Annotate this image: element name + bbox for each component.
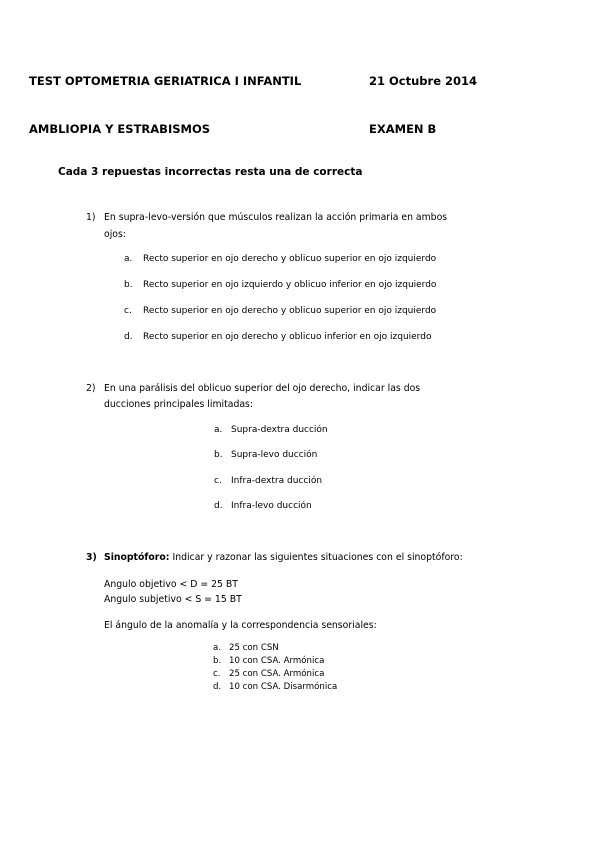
- option-text: 10 con CSA. Disarmónica: [229, 682, 338, 692]
- option-letter: a.: [214, 425, 223, 435]
- question-number: 2): [86, 383, 96, 394]
- answer-option-d: [214, 501, 312, 511]
- option-letter: a.: [213, 643, 221, 653]
- option-text: Recto superior en ojo derecho y oblicuo inferior en ojo izquierdo: [143, 332, 432, 342]
- answer-option-b: [213, 656, 324, 666]
- answer-option-b: [124, 280, 436, 290]
- question-text-line2: ojos:: [104, 229, 126, 240]
- exam-subject: AMBLIOPIA Y ESTRABISMOS: [29, 122, 211, 136]
- option-text: Recto superior en ojo derecho y oblicuo superior en ojo izquierdo: [143, 254, 437, 264]
- question-text-line1: En una parálisis del oblicuo superior del ojo derecho, indicar las dos: [104, 383, 421, 394]
- option-letter: d.: [213, 682, 222, 692]
- answer-option-a: [214, 425, 328, 435]
- option-letter: b.: [213, 656, 222, 666]
- option-text: Recto superior en ojo izquierdo y oblicuo inferior en ojo izquierdo: [143, 280, 437, 290]
- question-number: 3): [86, 552, 97, 563]
- option-letter: d.: [214, 501, 223, 511]
- option-letter: b.: [124, 280, 133, 290]
- option-text: 25 con CSA. Armónica: [229, 669, 325, 679]
- option-letter: b.: [214, 450, 223, 460]
- exam-date: 21 Octubre 2014: [369, 74, 477, 88]
- answer-option-a: [124, 254, 436, 264]
- option-text: Infra-dextra ducción: [231, 476, 323, 486]
- option-letter: a.: [124, 254, 133, 264]
- question-text: Indicar y razonar las siguientes situaciones con el sinoptóforo:: [172, 552, 463, 563]
- answer-option-a: [213, 643, 279, 653]
- question-text-line1: [104, 552, 463, 563]
- scoring-instructions: Cada 3 repuestas incorrectas resta una de correcta: [58, 166, 363, 178]
- answer-option-c: [214, 476, 322, 486]
- option-letter: c.: [124, 306, 132, 316]
- option-letter: d.: [124, 332, 133, 342]
- option-letter: c.: [213, 669, 221, 679]
- question-number: 1): [86, 212, 96, 223]
- exam-version: EXAMEN B: [369, 122, 437, 136]
- exam-title: TEST OPTOMETRIA GERIATRICA I INFANTIL: [29, 74, 302, 88]
- answer-option-d: [213, 682, 337, 692]
- subjective-angle: Angulo subjetivo < S = 15 BT: [104, 594, 242, 605]
- answer-option-c: [124, 306, 436, 316]
- question-text-line1: En supra-levo-versión que músculos realizan la acción primaria en ambos: [104, 212, 448, 223]
- option-text: Supra-dextra ducción: [231, 425, 328, 435]
- option-text: Recto superior en ojo derecho y oblicuo superior en ojo izquierdo: [143, 306, 437, 316]
- answer-option-c: [213, 669, 324, 679]
- option-text: Infra-levo ducción: [231, 501, 312, 511]
- question-text-line2: ducciones principales limitadas:: [104, 399, 254, 410]
- objective-angle: Angulo objetivo < D = 25 BT: [104, 579, 238, 590]
- answer-option-b: [214, 450, 317, 460]
- option-text: 10 con CSA. Armónica: [229, 656, 325, 666]
- option-text: Supra-levo ducción: [231, 450, 318, 460]
- question-title: Sinoptóforo:: [104, 552, 170, 563]
- option-letter: c.: [214, 476, 222, 486]
- option-text: 25 con CSN: [229, 643, 279, 653]
- answer-option-d: [124, 332, 431, 342]
- question-prompt: El ángulo de la anomalía y la correspondencia sensoriales:: [104, 620, 377, 631]
